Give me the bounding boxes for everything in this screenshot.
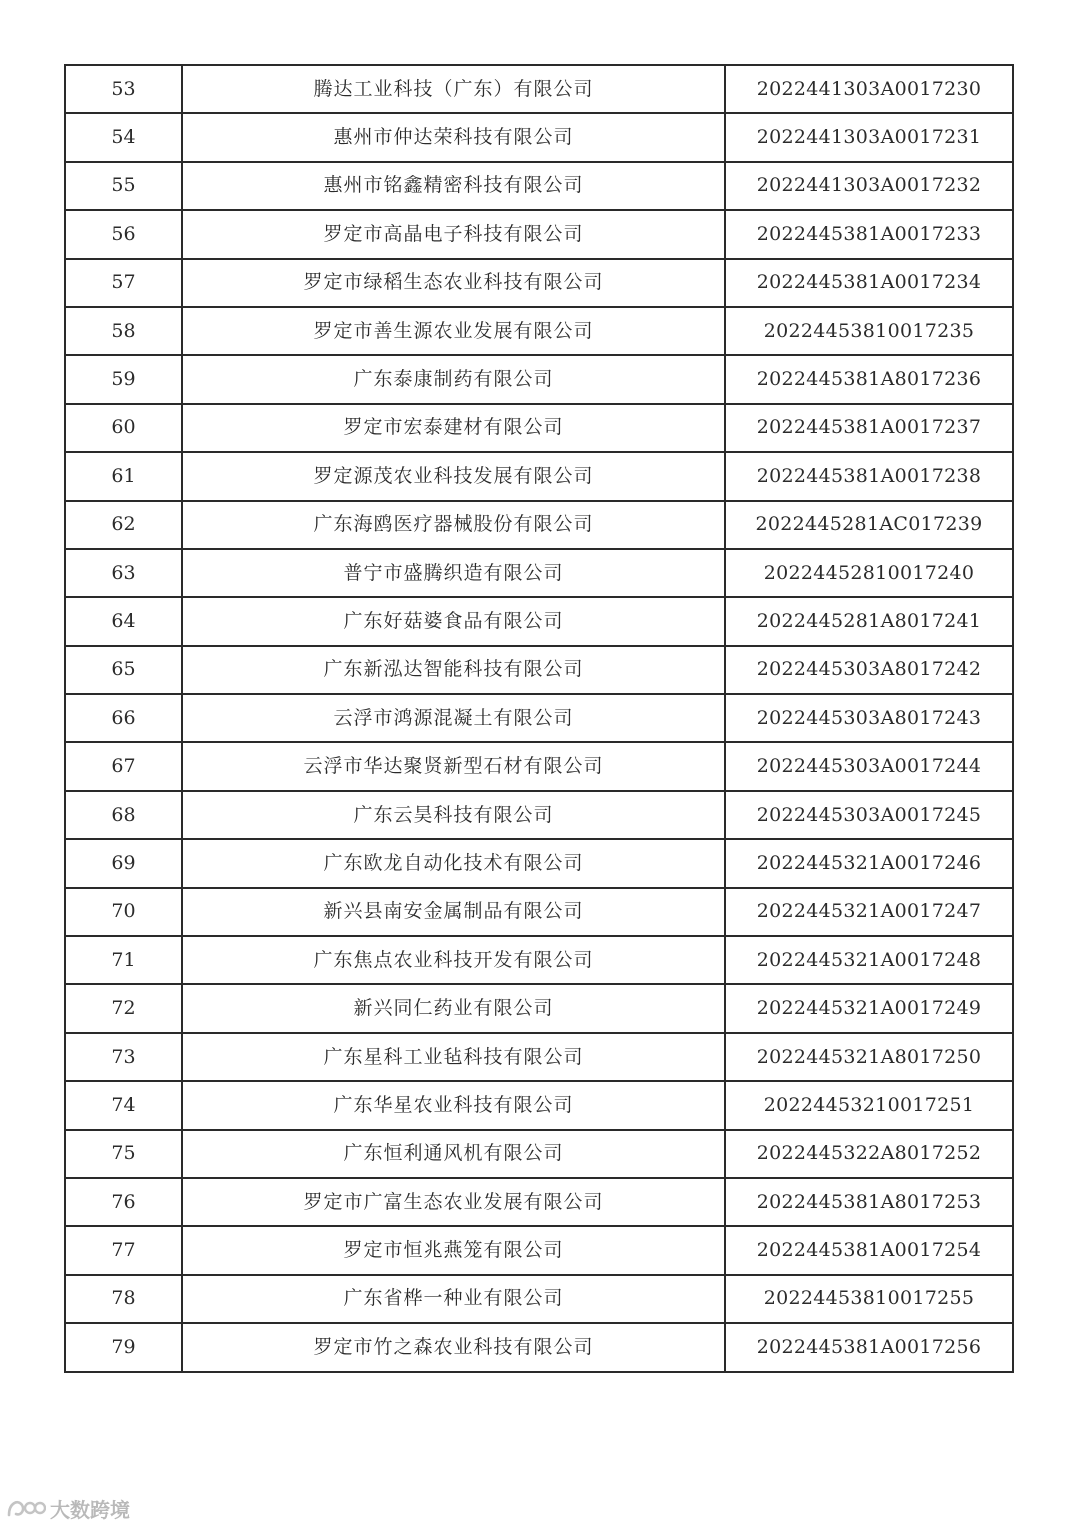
registration-code-cell: 2022445321A0017246 bbox=[725, 839, 1013, 887]
row-index-cell: 77 bbox=[65, 1226, 182, 1274]
company-name-cell: 广东星科工业毡科技有限公司 bbox=[182, 1033, 725, 1081]
registration-code-cell: 2022441303A0017230 bbox=[725, 65, 1013, 113]
registration-code-cell: 2022445321A0017248 bbox=[725, 936, 1013, 984]
company-name-cell: 广东海鸥医疗器械股份有限公司 bbox=[182, 501, 725, 549]
company-name-cell: 广东泰康制药有限公司 bbox=[182, 355, 725, 403]
company-name-cell: 新兴县南安金属制品有限公司 bbox=[182, 888, 725, 936]
registration-code-cell: 2022445303A0017245 bbox=[725, 791, 1013, 839]
table-row bbox=[65, 742, 1013, 790]
row-index-cell: 62 bbox=[65, 501, 182, 549]
registration-code-cell: 20224453210017251 bbox=[725, 1081, 1013, 1129]
table-row bbox=[65, 1081, 1013, 1129]
registration-code-cell: 20224453810017235 bbox=[725, 307, 1013, 355]
table-row bbox=[65, 452, 1013, 500]
row-index-cell: 63 bbox=[65, 549, 182, 597]
row-index-cell: 55 bbox=[65, 162, 182, 210]
company-name-cell: 新兴同仁药业有限公司 bbox=[182, 984, 725, 1032]
row-index-cell: 70 bbox=[65, 888, 182, 936]
registration-code-cell: 20224453810017255 bbox=[725, 1275, 1013, 1323]
company-name-cell: 云浮市鸿源混凝土有限公司 bbox=[182, 694, 725, 742]
table-row bbox=[65, 355, 1013, 403]
row-index-cell: 58 bbox=[65, 307, 182, 355]
table-row bbox=[65, 936, 1013, 984]
company-name-cell: 罗定源茂农业科技发展有限公司 bbox=[182, 452, 725, 500]
table-row bbox=[65, 549, 1013, 597]
registration-code-cell: 2022445281A8017241 bbox=[725, 597, 1013, 645]
row-index-cell: 76 bbox=[65, 1178, 182, 1226]
company-name-cell: 罗定市绿稻生态农业科技有限公司 bbox=[182, 259, 725, 307]
registration-code-cell: 2022441303A0017232 bbox=[725, 162, 1013, 210]
table-row bbox=[65, 65, 1013, 113]
row-index-cell: 59 bbox=[65, 355, 182, 403]
company-name-cell: 云浮市华达聚贤新型石材有限公司 bbox=[182, 742, 725, 790]
row-index-cell: 78 bbox=[65, 1275, 182, 1323]
row-index-cell: 73 bbox=[65, 1033, 182, 1081]
row-index-cell: 79 bbox=[65, 1323, 182, 1371]
table-row bbox=[65, 694, 1013, 742]
registration-code-cell: 2022445322A8017252 bbox=[725, 1130, 1013, 1178]
table-row bbox=[65, 1178, 1013, 1226]
company-name-cell: 惠州市仲达荣科技有限公司 bbox=[182, 113, 725, 161]
row-index-cell: 71 bbox=[65, 936, 182, 984]
company-name-cell: 罗定市竹之森农业科技有限公司 bbox=[182, 1323, 725, 1371]
registration-code-cell: 2022445303A0017244 bbox=[725, 742, 1013, 790]
watermark-text: 大数跨境 bbox=[50, 1497, 130, 1522]
registration-code-cell: 2022445321A0017247 bbox=[725, 888, 1013, 936]
registration-code-cell: 2022445303A8017242 bbox=[725, 646, 1013, 694]
registration-code-cell: 2022445381A0017233 bbox=[725, 210, 1013, 258]
company-name-cell: 广东好菇婆食品有限公司 bbox=[182, 597, 725, 645]
registration-code-cell: 20224452810017240 bbox=[725, 549, 1013, 597]
company-name-cell: 广东焦点农业科技开发有限公司 bbox=[182, 936, 725, 984]
row-index-cell: 66 bbox=[65, 694, 182, 742]
row-index-cell: 69 bbox=[65, 839, 182, 887]
company-table bbox=[64, 64, 1014, 1373]
company-name-cell: 腾达工业科技（广东）有限公司 bbox=[182, 65, 725, 113]
table-row bbox=[65, 1226, 1013, 1274]
company-table-body bbox=[65, 65, 1013, 1372]
table-row bbox=[65, 162, 1013, 210]
row-index-cell: 67 bbox=[65, 742, 182, 790]
table-row bbox=[65, 888, 1013, 936]
company-name-cell: 罗定市宏泰建材有限公司 bbox=[182, 404, 725, 452]
registration-code-cell: 2022445381A0017254 bbox=[725, 1226, 1013, 1274]
table-row bbox=[65, 113, 1013, 161]
company-name-cell: 广东恒利通风机有限公司 bbox=[182, 1130, 725, 1178]
row-index-cell: 75 bbox=[65, 1130, 182, 1178]
row-index-cell: 54 bbox=[65, 113, 182, 161]
company-name-cell: 广东欧龙自动化技术有限公司 bbox=[182, 839, 725, 887]
row-index-cell: 65 bbox=[65, 646, 182, 694]
registration-code-cell: 2022445381A0017237 bbox=[725, 404, 1013, 452]
brand-logo-icon bbox=[6, 1495, 46, 1521]
company-name-cell: 普宁市盛腾织造有限公司 bbox=[182, 549, 725, 597]
registration-code-cell: 2022445321A0017249 bbox=[725, 984, 1013, 1032]
company-name-cell: 罗定市广富生态农业发展有限公司 bbox=[182, 1178, 725, 1226]
row-index-cell: 64 bbox=[65, 597, 182, 645]
table-row bbox=[65, 1033, 1013, 1081]
company-name-cell: 广东华星农业科技有限公司 bbox=[182, 1081, 725, 1129]
registration-code-cell: 2022445303A8017243 bbox=[725, 694, 1013, 742]
registration-code-cell: 2022445381A8017253 bbox=[725, 1178, 1013, 1226]
table-row bbox=[65, 791, 1013, 839]
table-row bbox=[65, 646, 1013, 694]
company-name-cell: 罗定市恒兆燕笼有限公司 bbox=[182, 1226, 725, 1274]
table-row bbox=[65, 1323, 1013, 1371]
registration-code-cell: 2022445381A0017238 bbox=[725, 452, 1013, 500]
table-row bbox=[65, 597, 1013, 645]
table-row bbox=[65, 984, 1013, 1032]
watermark bbox=[6, 1493, 130, 1523]
row-index-cell: 72 bbox=[65, 984, 182, 1032]
company-name-cell: 广东云昊科技有限公司 bbox=[182, 791, 725, 839]
company-name-cell: 广东省桦一种业有限公司 bbox=[182, 1275, 725, 1323]
row-index-cell: 74 bbox=[65, 1081, 182, 1129]
row-index-cell: 53 bbox=[65, 65, 182, 113]
company-name-cell: 广东新泓达智能科技有限公司 bbox=[182, 646, 725, 694]
table-row bbox=[65, 307, 1013, 355]
registration-code-cell: 2022445381A0017256 bbox=[725, 1323, 1013, 1371]
company-name-cell: 惠州市铭鑫精密科技有限公司 bbox=[182, 162, 725, 210]
table-row bbox=[65, 210, 1013, 258]
row-index-cell: 68 bbox=[65, 791, 182, 839]
registration-code-cell: 2022445381A8017236 bbox=[725, 355, 1013, 403]
company-name-cell: 罗定市善生源农业发展有限公司 bbox=[182, 307, 725, 355]
table-row bbox=[65, 839, 1013, 887]
table-row bbox=[65, 1275, 1013, 1323]
registration-code-cell: 2022445321A8017250 bbox=[725, 1033, 1013, 1081]
table-row bbox=[65, 1130, 1013, 1178]
row-index-cell: 60 bbox=[65, 404, 182, 452]
row-index-cell: 57 bbox=[65, 259, 182, 307]
registration-code-cell: 2022445381A0017234 bbox=[725, 259, 1013, 307]
registration-code-cell: 2022445281AC017239 bbox=[725, 501, 1013, 549]
row-index-cell: 56 bbox=[65, 210, 182, 258]
company-name-cell: 罗定市高晶电子科技有限公司 bbox=[182, 210, 725, 258]
row-index-cell: 61 bbox=[65, 452, 182, 500]
registration-code-cell: 2022441303A0017231 bbox=[725, 113, 1013, 161]
table-row bbox=[65, 259, 1013, 307]
table-row bbox=[65, 404, 1013, 452]
table-row bbox=[65, 501, 1013, 549]
